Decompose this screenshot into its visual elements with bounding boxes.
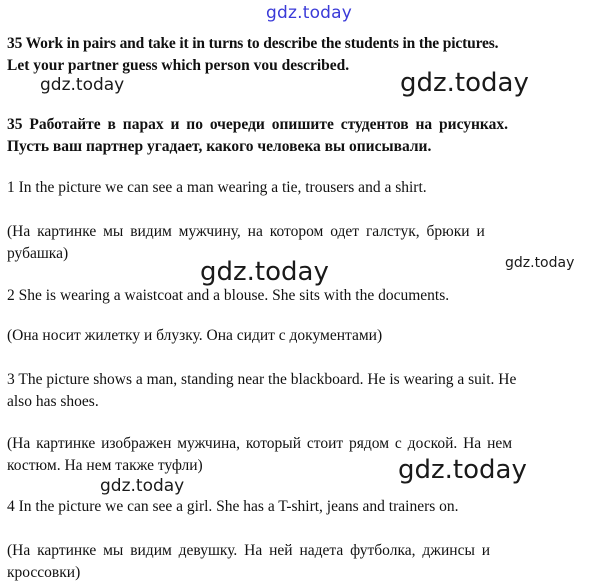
watermark-top: gdz.today — [266, 3, 353, 23]
item-3-en-line1: 3 The picture shows a man, standing near the blackboard. He is wearing a suit. He — [7, 371, 517, 388]
item-2-en — [7, 285, 601, 307]
item-2-en-line1: 2 She is wearing a waistcoat and a blouse. She sits with the documents. — [7, 287, 450, 304]
task-heading-en-line1: 35 Work in pairs and take it in turns to describe the students in the pictures. — [7, 35, 499, 52]
item-4-ru-line2: кроссовки) — [7, 564, 81, 581]
item-2-ru-line1: (Она носит жилетку и блузку. Она сидит с документами) — [7, 327, 383, 344]
task-heading-ru-line2: Пусть ваш партнер угадает, какого человека вы описывали. — [7, 138, 432, 155]
item-1-ru-line1: (На картинке мы видим мужчину, на котором одет галстук, брюки и — [7, 223, 485, 240]
task-heading-en-line2: Let your partner guess which person vou described. — [7, 57, 350, 74]
watermark-2: gdz.today — [400, 68, 529, 98]
item-1-en-line1: 1 In the picture we can see a man wearing a tie, trousers and a shirt. — [7, 179, 427, 196]
item-4-ru-line1: (На картинке мы видим девушку. На ней надета футболка, джинсы и — [7, 542, 491, 559]
watermark-1: gdz.today — [40, 75, 125, 95]
task-heading-ru-line1: 35 Работайте в парах и по очереди опишите студентов на рисунках. — [7, 116, 508, 133]
watermark-4: gdz.today — [505, 255, 575, 271]
watermark-6: gdz.today — [100, 476, 185, 496]
item-4-en-line1: 4 In the picture we can see a girl. She has a T-shirt, jeans and trainers on. — [7, 498, 459, 515]
item-3-en — [7, 369, 601, 413]
item-3-ru-line2: костюм. На нем также туфли) — [7, 457, 203, 474]
item-4-ru — [7, 540, 601, 584]
item-3-ru-line1: (На картинке изображен мужчина, который стоит рядом с доской. На нем — [7, 435, 513, 452]
watermark-5: gdz.today — [398, 455, 527, 485]
item-1-ru-line2: рубашка) — [7, 245, 69, 262]
item-1-en — [7, 177, 601, 199]
item-2-ru — [7, 325, 601, 347]
task-heading-ru — [7, 114, 601, 158]
item-4-en — [7, 496, 601, 518]
item-3-en-line2: also has shoes. — [7, 393, 99, 410]
watermark-3: gdz.today — [200, 257, 329, 287]
